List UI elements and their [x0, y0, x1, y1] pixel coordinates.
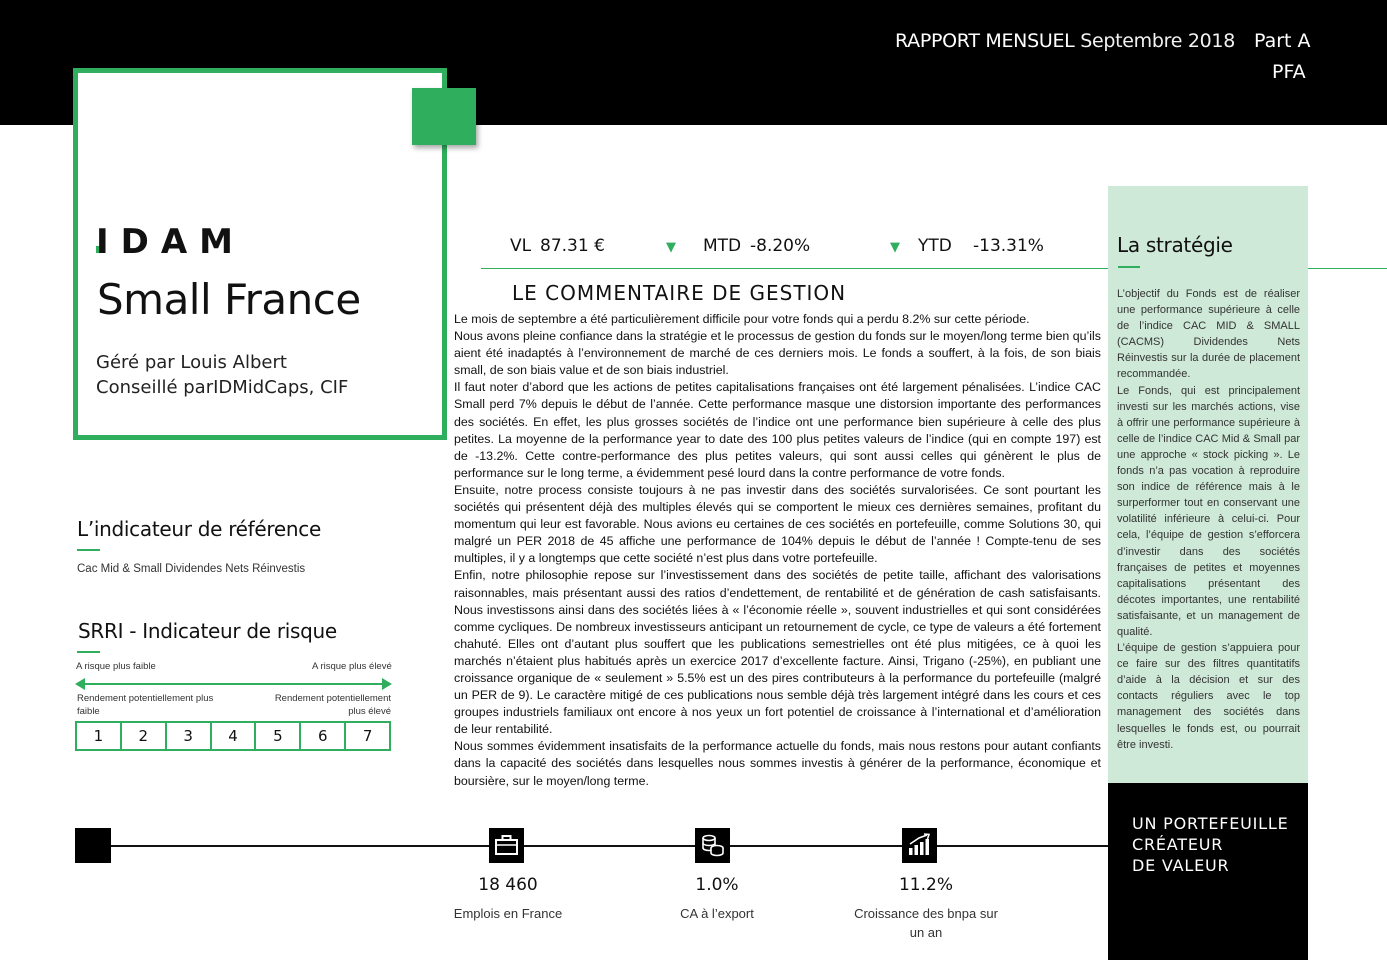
slogan-line: CRÉATEUR	[1132, 835, 1224, 854]
commentary-title: LE COMMENTAIRE DE GESTION	[512, 281, 847, 305]
stat-label: Emplois en France	[453, 906, 563, 921]
srri-level: 3	[167, 723, 212, 749]
chevron-down-icon: ▼	[890, 240, 900, 255]
arrow-right-icon	[382, 678, 392, 690]
risk-high-label: A risque plus élevé	[312, 661, 392, 672]
kpi-vl-label: VL	[510, 236, 532, 256]
srri-level: 1	[77, 723, 122, 749]
kpi-mtd-label: MTD	[703, 236, 742, 256]
strategy-title: La stratégie	[1117, 233, 1233, 257]
strategy-underline	[1118, 266, 1140, 268]
commentary-body	[454, 311, 1101, 790]
stat-value: 11.2%	[898, 875, 953, 895]
srri-level: 2	[122, 723, 167, 749]
slogan-line: DE VALEUR	[1132, 856, 1230, 875]
srri-underline	[77, 651, 100, 653]
coins-icon	[695, 828, 730, 863]
report-label: RAPPORT MENSUEL	[895, 30, 1075, 52]
return-low-label: Rendement potentiellement plus faible	[77, 693, 214, 717]
report-date: Septembre 2018	[1080, 30, 1235, 52]
commentary-paragraph: Ensuite, notre process consiste toujours à ne pas investir dans des sociétés survalorisées. Ce sont pourtant les sociétés qui présentent déjà des multiples élevés qui se comportent le mieux ces dernières semaines, profitant du momentum qui leur est favorable. Nous avions eu certaines de ces sociétés en portefeuille, comme Solutions 30, qui malgré un PER 2018 de 45 affiche une performance de 104% depuis le début de l’année ! Compte-tenu de ses multiples, il y a longtemps que cette société n’est plus dans votre portefeuille.	[454, 482, 1101, 566]
slogan	[1132, 813, 1289, 876]
fund-name: Small France	[97, 275, 361, 324]
report-title	[895, 30, 1235, 52]
commentary-paragraph: Le mois de septembre a été particulièrement difficile pour votre fonds qui a perdu 8.2% sur cette période.	[454, 312, 1030, 326]
accent-square	[412, 88, 476, 145]
risk-arrow-line	[82, 683, 384, 685]
manager-line: Géré par Louis Albert	[96, 352, 287, 373]
commentary-paragraph: Enfin, notre philosophie repose sur l’investissement dans des sociétés de petite taille, affichant des valorisations raisonnables, mais présentant aussi des ratios d’endettement, de rentabilité et de génération de cash satisfaisants. Nous investissons ainsi dans des sociétés liées à « l’économie réelle », souvent industrielles et qui sont considérées comme cycliques. De nombreux investisseurs anticipant un retournement de cycle, ce type de valeurs a été fortement chahuté. Elles ont d’autant plus souffert que les publications semestrielles ont été plus mitigées, ce à quoi les marchés n’étaient plus habitués après un exercice 2017 d’excellente facture. Ainsi, Trigano (-25%), en publiant une croissance organique de « seulement » 5.5% est un des pires contributeurs à la performance du portefeuille (malgré un PER de 9). Le caractère mitigé de ces publications nous semble déjà très largement intégré dans les cours et ces groupes industriels familiaux ont encore à nos yeux un fort potentiel de croissance à l’international et d’amélioration de leur rentabilité.	[454, 568, 1101, 737]
strategy-paragraph: Le Fonds, qui est principalement investi sur les marchés actions, vise à offrir une performance supérieure à celle de l’indice CAC Mid & Small par une approche « stock picking ». Le fonds n’a pas vocation à reproduire son indice de référence mais à le surperformer tout en conservant une volatilité inférieure à celui-ci. Pour cela, l’équipe de gestion s’efforcera d’investir dans des sociétés françaises de petites et moyennes capitalisations présentant des décotes importantes, une rentabilité satisfaisante, et un management de qualité.	[1117, 384, 1300, 638]
commentary-paragraph: Il faut noter d’abord que les actions de petites capitalisations françaises ont été largement pénalisées. L’indice CAC Small perd 7% depuis le début de l’année. Cette performance masque une distorsion importante des performances des sociétés. En effet, les plus grosses sociétés de l’indice ont une performance bien supérieure à celle des plus petites. La moyenne de la performance year to date des 100 plus petites valeurs de l’indice (qui en compte 197) est de -13.2%. Cette contre-performance des plus petites valeurs, qui sont aussi celles qui génèrent le plus de performance sur le long terme, a évidemment pesé lourd dans la contre performance de votre fonds.	[454, 380, 1101, 480]
srri-level: 4	[212, 723, 257, 749]
kpi-ytd-label: YTD	[918, 236, 952, 256]
share-class: Part A	[1254, 30, 1311, 52]
idam-logo: IDAM	[96, 222, 246, 262]
srri-scale	[75, 721, 391, 751]
strategy-paragraph: L’équipe de gestion s’appuiera pour ce faire sur des filtres quantitatifs d’aide à la décision et sur des contacts réguliers avec le top management des sociétés dans lesquelles le fonds est, ou pourrait être investi.	[1117, 642, 1300, 751]
reference-title: L’indicateur de référence	[77, 517, 321, 541]
return-high-label: Rendement potentiellement plus élevé	[274, 693, 391, 717]
stat-value: 1.0%	[695, 875, 739, 895]
growth-chart-icon	[902, 828, 937, 863]
briefcase-icon	[489, 828, 524, 863]
srri-level: 7	[362, 727, 373, 745]
advisor-line: Conseillé parIDMidCaps, CIF	[96, 377, 349, 398]
share-code: PFA	[1272, 61, 1306, 83]
strategy-body	[1117, 286, 1300, 753]
chevron-down-icon: ▼	[666, 240, 676, 255]
kpi-ytd-value: -13.31%	[973, 236, 1044, 256]
srri-title: SRRI - Indicateur de risque	[78, 619, 337, 643]
stat-value: 18 460	[478, 875, 538, 895]
strategy-paragraph: L’objectif du Fonds est de réaliser une performance supérieure à celle de l’indice CAC MID & SMALL (CACMS) Dividendes Nets Réinvestis sur la durée de placement recommandée.	[1117, 288, 1300, 381]
srri-level: 6	[301, 723, 346, 749]
commentary-paragraph: Nous avons pleine confiance dans la stratégie et le processus de gestion du fonds sur le moyen/long terme bien qu’ils aient été inadaptés à l’environnement de marché de ces derniers mois. Le fonds a souffert, à la fois, de son biais small, de son biais value et de son biais industriel.	[454, 329, 1101, 378]
reference-underline	[77, 549, 100, 551]
timeline-marker	[75, 828, 111, 863]
commentary-paragraph: Nous sommes évidemment insatisfaits de la performance actuelle du fonds, mais nous restons pour autant confiants dans la capacité des sociétés dans lesquelles nous sommes investis à générer de la performance, économique et boursière, sur le moyen/long terme.	[454, 739, 1101, 788]
timeline-line	[110, 845, 1108, 847]
risk-low-label: A risque plus faible	[76, 661, 156, 672]
fund-management	[96, 350, 348, 400]
slogan-line: UN PORTEFEUILLE	[1132, 814, 1289, 833]
kpi-vl-value: 87.31 €	[540, 236, 605, 256]
reference-index: Cac Mid & Small Dividendes Nets Réinvestis	[77, 563, 306, 575]
stat-label: CA à l’export	[680, 906, 754, 921]
srri-level: 5	[256, 723, 301, 749]
kpi-mtd-value: -8.20%	[750, 236, 811, 256]
stat-label: Croissance des bnpa sur un an	[854, 906, 998, 940]
